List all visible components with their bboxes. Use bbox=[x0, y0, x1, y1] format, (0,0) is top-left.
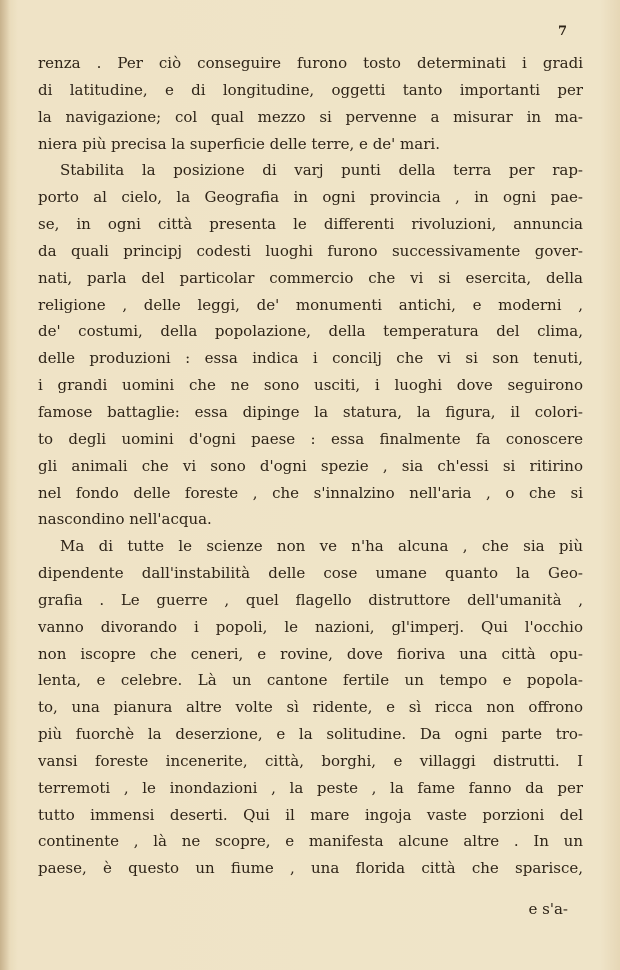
page-number: 7 bbox=[557, 24, 567, 39]
text-line: nati, parla del particolar commercio che vi si esercita, della bbox=[38, 268, 583, 287]
text-line: porto al cielo, la Geografia in ogni provincia , in ogni pae- bbox=[38, 188, 583, 207]
text-line: non iscopre che ceneri, e rovine, dove fioriva una città opu- bbox=[38, 644, 583, 663]
text-line: paese, è questo un fiume , una florida città che sparisce, bbox=[38, 859, 583, 878]
text-line: da quali principj codesti luoghi furono successivamente gover- bbox=[38, 241, 583, 260]
text-line: nel fondo delle foreste , che s'innalzino nell'aria , o che si bbox=[38, 483, 583, 502]
text-line: renza . Per ciò conseguire furono tosto determinati i gradi bbox=[38, 54, 583, 72]
text-line: niera più precisa la superficie delle terre, e de' mari. bbox=[38, 134, 440, 153]
text-line: famose battaglie: essa dipinge la statura, la figura, il colori- bbox=[38, 402, 583, 421]
text-line: la navigazione; col qual mezzo si pervenne a misurar in ma- bbox=[38, 107, 583, 126]
text-line: de' costumi, della popolazione, della temperatura del clima, bbox=[38, 322, 583, 341]
text-line: tutto immensi deserti. Qui il mare ingoja vaste porzioni del bbox=[38, 805, 583, 824]
text-line: Ma di tutte le scienze non ve n'ha alcuna , che sia più bbox=[60, 537, 583, 556]
text-line: dipendente dall'instabilità delle cose umane quanto la Geo- bbox=[38, 564, 583, 583]
text-line: nascondino nell'acqua. bbox=[38, 510, 212, 529]
text-line: vansi foreste incenerite, città, borghi, e villaggi distrutti. I bbox=[38, 751, 583, 770]
text-line: to, una pianura altre volte sì ridente, e sì ricca non offrono bbox=[38, 698, 583, 717]
body-text bbox=[38, 50, 583, 882]
text-line: gli animali che vi sono d'ogni spezie , sia ch'essi si ritirino bbox=[38, 456, 583, 475]
text-line: to degli uomini d'ogni paese : essa finalmente fa conoscere bbox=[38, 429, 583, 448]
text-line: lenta, e celebre. Là un cantone fertile un tempo e popola- bbox=[38, 671, 583, 690]
page-edge-stain bbox=[0, 0, 10, 970]
text-line: i grandi uomini che ne sono usciti, i luoghi dove seguirono bbox=[38, 376, 583, 395]
text-line: continente , là ne scopre, e manifesta alcune altre . In un bbox=[38, 832, 583, 851]
text-line: più fuorchè la deserzione, e la solitudine. Da ogni parte tro- bbox=[38, 725, 583, 744]
catchword: e s'a- bbox=[528, 900, 568, 918]
text-line: Stabilita la posizione di varj punti della terra per rap- bbox=[60, 161, 583, 180]
text-line: delle produzioni : essa indica i concilj che vi si son tenuti, bbox=[38, 349, 583, 368]
text-line: vanno divorando i popoli, le nazioni, gl'imperj. Qui l'occhio bbox=[38, 617, 583, 636]
text-line: terremoti , le inondazioni , la peste , la fame fanno da per bbox=[38, 778, 583, 797]
text-line: religione , delle leggi, de' monumenti antichi, e moderni , bbox=[38, 295, 583, 314]
text-line: se, in ogni città presenta le differenti rivoluzioni, annuncia bbox=[38, 215, 583, 234]
text-line: di latitudine, e di longitudine, oggetti tanto importanti per bbox=[38, 80, 583, 99]
text-line: grafia . Le guerre , quel flagello distruttore dell'umanità , bbox=[38, 590, 583, 609]
